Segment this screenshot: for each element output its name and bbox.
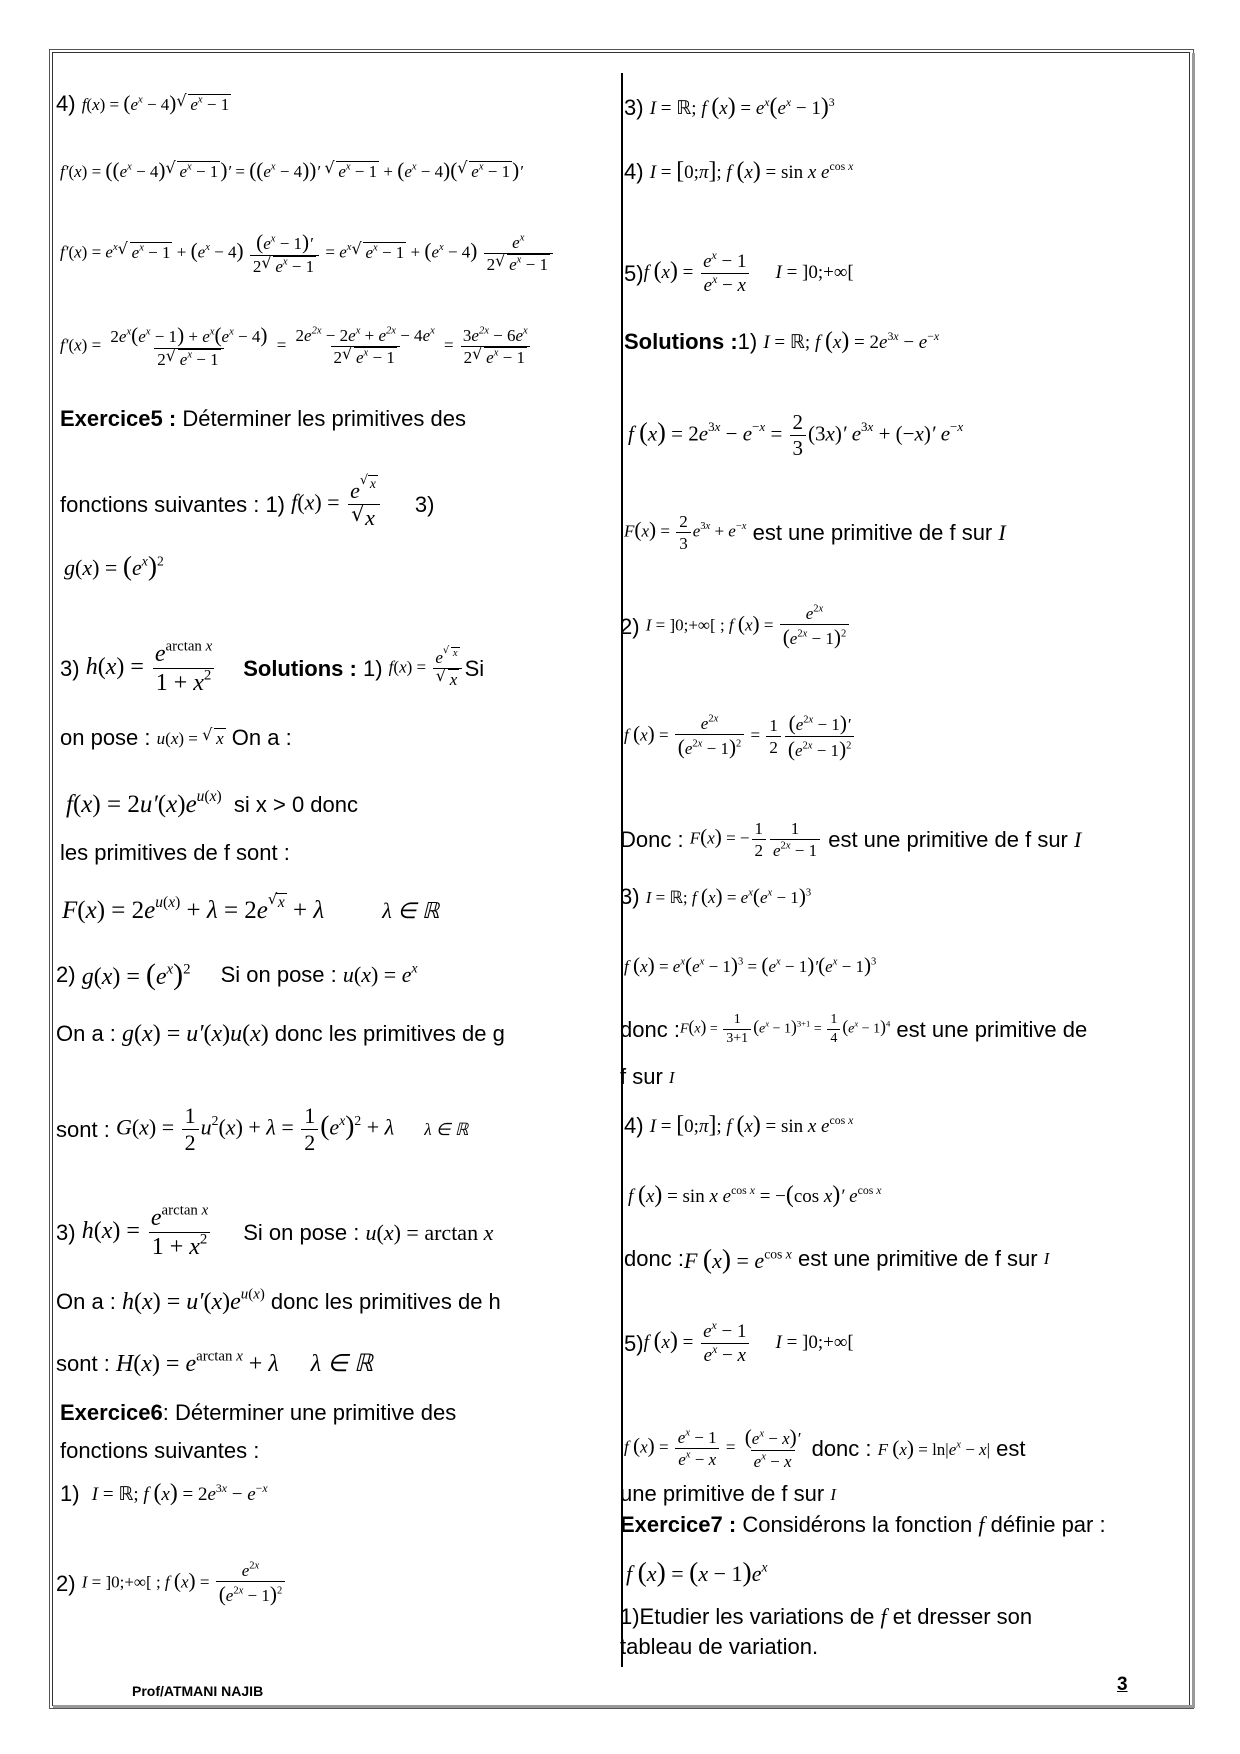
solution1-primitives-label: les primitives de f sont :: [60, 840, 290, 865]
exercise5-title: Exercice5 :: [60, 406, 177, 431]
solution2-result: sont : G(x) = $\frac{1}{2}$ $u^2(x) + \lambda$ = $\frac{1}{2}$ $(e^x)^2 + \lambda$ λ ∈ ℝ: [56, 1103, 469, 1155]
ex6-item5: 5) f (x) = $\frac{e^x - 1}{e^x - x}$ I = ]0;+∞[: [624, 248, 854, 296]
ex6-item4: 4) I = [0;π]; f (x) = sin x $e^{cos x}$: [624, 158, 854, 184]
solutions-ex6-5-result-cont: une primitive de f sur I: [620, 1481, 836, 1506]
exercise7-question1: 1)Etudier les variations de f et dresser son: [620, 1604, 1033, 1629]
ex4-derivative-step2: $f'(x) = e^x$ √ $e^x - 1 + (e^x - 4)$ $(e^x - 1)'$ 2 √ $e^x - 1$ = $e^x$ √ $e^x - 1 + (e^x - 4)$ $e^x$ 2 √ $e^x - 1$: [60, 232, 555, 275]
solutions-ex6-4-given: 4) I = [0;π]; f (x) = sin x $e^{cos x}$: [624, 1112, 854, 1138]
math-h-definition: h(x) = $\frac{e^{arctan x}}{1 + x^2}$: [86, 642, 218, 695]
exercise6-intro-line2: fonctions suivantes :: [60, 1438, 260, 1463]
exercise5-g-definition: $g(x) = (e^x)^2$: [64, 550, 164, 581]
solutions-ex6-5-given: 5) f (x) = $\frac{e^x - 1}{e^x - x}$ I = ]0;+∞[: [624, 1318, 854, 1366]
solutions-title-right: Solutions :: [624, 328, 738, 354]
ex6-item3: 3) I = ℝ; f $(x) = e^x(e^x - 1)^3$: [624, 94, 835, 120]
page-border-shadow-right: [1192, 53, 1195, 1708]
solution3-on-a: On a : $h(x) = u'(x)e^{u(x)}$ donc les primitives de h: [56, 1286, 501, 1315]
math-f-definition: f(x) = e $^{√ x}$ √ x: [291, 480, 383, 529]
solution3-result: sont : $H(x) = e^{arctan x} + \lambda$ λ ∈ ℝ: [56, 1348, 374, 1377]
solution1-on-pose: on pose : u(x) = √ x On a :: [60, 724, 292, 750]
ex4-derivative-step3: f′(x) = $2e^x(e^x - 1) + e^x(e^x - 4)$ 2 √ $e^x - 1$ = $2e^{2x} - 2e^x + e^{2x} - 4e^x$ 2 √ $e^x - 1$ = $3e^{2x} - 6e^x$ 2 √ $e^x - 1$: [60, 325, 533, 368]
exercise7-f-definition: f $(x) = (x - 1)e^x$: [626, 1556, 768, 1587]
solutions-ex6-3-result-cont: f sur I: [620, 1064, 675, 1089]
solutions-ex6-2-rewrite: f (x) = $\frac{e^{2x}}{(e^{2x} - 1)^2}$ = $\frac{1}{2}$ $\frac{(e^{2x} - 1)'}{(e^{2x} - 1)^2}$: [624, 713, 856, 761]
solution2-on-a: On a : g(x) = u′(x)u(x) donc les primitives de g: [56, 1021, 505, 1047]
ex4-item4: 4) $f(x) = (e^x - 4)$ √ $e^x - 1$: [56, 91, 230, 116]
exercise7-title: Exercice7 :: [620, 1512, 737, 1537]
footer-author: Prof/ATMANI NAJIB: [132, 1683, 264, 1699]
solutions-ex6-1-result: F(x) = $\frac{2}{3}$ $e^{3x} + e^{-x}$ est une primitive de f sur I: [624, 512, 1006, 553]
ex4-derivative-step1: $f'(x) = ((e^x - 4)$ √ $e^x - 1)' = ((e^x - 4))'$ √ $e^x - 1 + (e^x - 4)$( √ $e^x - 1)'$: [60, 158, 523, 182]
column-divider: [621, 73, 623, 1667]
exercise5-intro-line2: fonctions suivantes : 1) f(x) = e $^{√ x}$ √ x 3): [60, 473, 435, 530]
solutions-ex6-2-given: 2) I = ]0;+∞[ ; f (x) = $\frac{e^{2x}}{(e^{2x} - 1)^2}$: [620, 605, 851, 648]
exercise6-item1: 1) I = ℝ; f $(x) = 2e^{3x} - e^{-x}$: [60, 1480, 268, 1506]
math-expression: $f(x) = (e^x - 4)$ √ $e^x - 1$: [81, 91, 230, 116]
solutions-ex6-4-result: donc : F $(x) = e^{cos x}$ est une primitive de f sur I: [624, 1243, 1050, 1274]
solutions-ex6-1-given: Solutions : 1) I = ℝ; f $(x) = 2e^{3x} - e^{-x}$: [624, 328, 940, 354]
page-border-shadow: [53, 1705, 1194, 1708]
exercise7-question1-cont: tableau de variation.: [620, 1634, 819, 1659]
exercise5-heading: Exercice5 : Déterminer les primitives des: [60, 406, 466, 431]
solution1-result: $F(x) = 2e^{u(x)} + \lambda = 2e$ $^{√ x}$ + λ λ ∈ ℝ: [62, 891, 440, 924]
exercise6-heading: Exercice6 : Déterminer une primitive des: [60, 1400, 457, 1425]
solutions-ex6-2-result: Donc : F(x) = − $\frac{1}{2}$ $\frac{1}{e^{2x} - 1}$ est une primitive de f sur I: [620, 819, 1082, 860]
solutions-title: Solutions :: [243, 655, 357, 681]
solution1-rewrite: $f(x) = 2u'(x)e^{u(x)}$ si x > 0 donc: [66, 788, 359, 818]
solutions-ex6-3-rewrite: f $(x) = e^x(e^x - 1)^3 = (e^x - 1)'(e^x - 1)^3$: [624, 953, 877, 977]
solution3-given: 3) h(x) = $\frac{e^{arctan x}}{1 + x^2}$ Si on pose : u(x) = arctan x: [56, 1202, 494, 1260]
solutions-ex6-5-rewrite: f (x) = $\frac{e^x - 1}{e^x - x}$ = $\frac{(e^x - x)'}{e^x - x}$ donc : F $(x) = \ln|e^x - x|$ est: [624, 1425, 1026, 1472]
exercise7-heading: Exercice7 : Considérons la fonction f définie par :: [620, 1512, 1106, 1537]
solution2-given: 2) $g(x) = (e^x)^2$ Si on pose : $u(x) = e^x$: [56, 958, 418, 991]
exercise6-item2: 2) I = ]0;+∞[ ; f (x) = $\frac{e^{2x}}{(e^{2x} - 1)^2}$: [56, 1562, 287, 1605]
solutions-ex6-4-rewrite: f (x) = sin x $e^{cos x} = -(\cos$ x)′ $e^{cos x}$: [628, 1182, 882, 1208]
solutions-ex6-1-rewrite: f $(x) = 2e^{3x} - e^{-x}$ = $\frac{2}{3}$ (3x)′ $e^{3x} + (-x)'$ $e^{-x}$: [628, 410, 964, 460]
solutions-ex6-3-given: 3) I = ℝ; f $(x) = e^x(e^x - 1)^3$: [620, 884, 812, 909]
page-number: 3: [1117, 1674, 1128, 1695]
solutions-ex6-3-result: donc : F(x) = $\frac{1}{3+1}$ $(e^x - 1)^{3+1}$ = $\frac{1}{4}$ $(e^x - 1)^4$ est une primitive de: [620, 1012, 1088, 1046]
exercise6-title: Exercice6: [60, 1400, 163, 1425]
exercise5-h-and-solutions: 3) h(x) = $\frac{e^{arctan x}}{1 + x^2}$ Solutions : 1) f(x) = e $^{√ x}$ √ x Si: [60, 638, 485, 696]
